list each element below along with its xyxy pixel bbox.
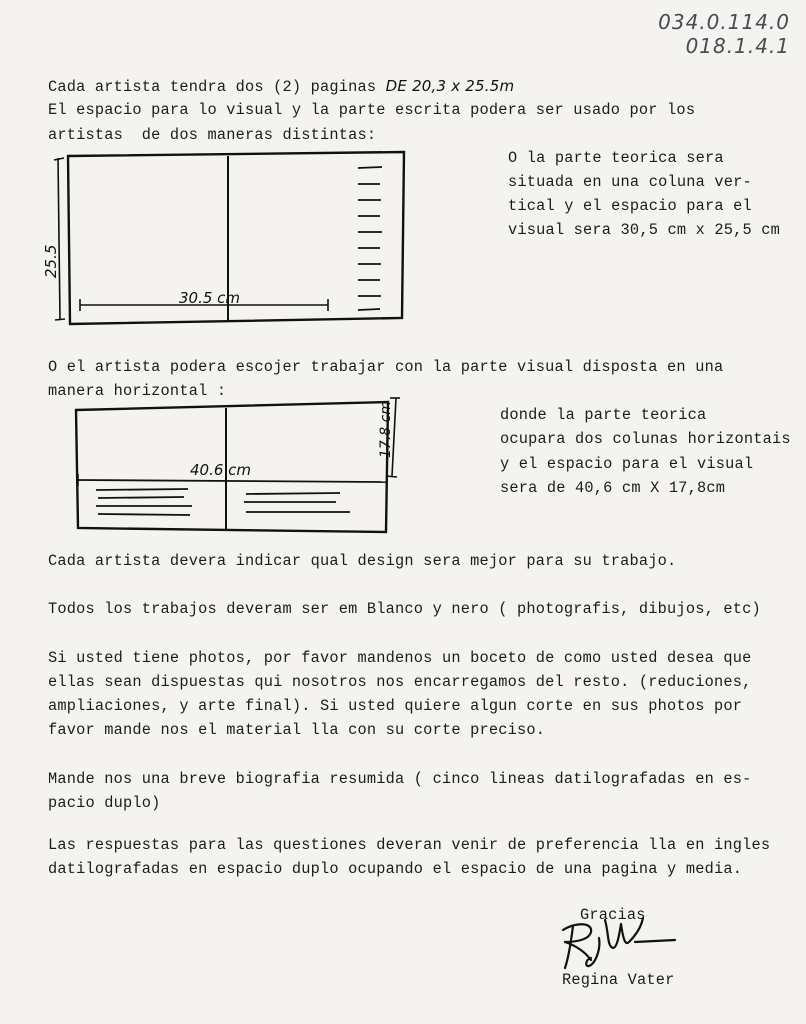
option2-intro-line-1: O el artista podera escojer trabajar con la parte visual disposta en una (48, 358, 724, 376)
handwritten-signature (555, 912, 685, 972)
option1-line-1: O la parte teorica sera (508, 149, 724, 167)
intro-line-2: El espacio para lo visual y la parte escrita podera ser usado por los (48, 101, 696, 119)
intro-line-1 (48, 74, 514, 99)
intro-handwritten-size: DE 20,3 x 25.5m (385, 77, 515, 95)
horizontal-sketch-width-label: 40.6 cm (190, 461, 252, 479)
archive-reference-2: 018.1.4.1 (685, 34, 790, 58)
option2-line-4: sera de 40,6 cm X 17,8cm (500, 479, 726, 497)
option2-line-3: y el espacio para el visual (500, 455, 754, 473)
vertical-sketch-height-label: 25.5 (42, 244, 60, 278)
answers-line-1: Las respuestas para las questiones deveran venir de preferencia lla en ingles (48, 836, 771, 854)
horizontal-layout-sketch (70, 392, 410, 540)
photos-line-4: favor mande nos el material lla con su corte preciso. (48, 721, 546, 739)
photos-line-2: ellas sean dispuestas qui nosotros nos encarregamos del resto. (reduciones, (48, 673, 752, 691)
color-paragraph: Todos los trabajos deveram ser em Blanco y nero ( photografis, dibujos, etc) (48, 600, 761, 618)
answers-line-2: datilografadas en espacio duplo ocupando el espacio de una pagina y media. (48, 860, 743, 878)
closing-name: Regina Vater (562, 971, 675, 989)
option1-line-4: visual sera 30,5 cm x 25,5 cm (508, 221, 781, 239)
horizontal-sketch-height-label: 17.8 cm (378, 401, 394, 458)
intro-typed: Cada artista tendra dos (2) paginas (48, 78, 386, 96)
option1-line-2: situada en una coluna ver- (508, 173, 752, 191)
option2-line-1: donde la parte teorica (500, 406, 707, 424)
option1-line-3: tical y el espacio para el (508, 197, 752, 215)
option2-intro-line-2: manera horizontal : (48, 382, 227, 400)
closing-thanks: Gracias (580, 906, 646, 924)
option2-line-2: ocupara dos colunas horizontais (500, 430, 791, 448)
intro-line-3: artistas de dos maneras distintas: (48, 126, 377, 144)
vertical-sketch-width-label: 30.5 cm (179, 289, 241, 307)
photos-line-1: Si usted tiene photos, por favor mandenos un boceto de como usted desea que (48, 649, 752, 667)
archive-reference-1: 034.0.114.0 (658, 10, 790, 34)
bio-line-2: pacio duplo) (48, 794, 161, 812)
vertical-layout-sketch (36, 148, 416, 333)
design-paragraph: Cada artista devera indicar qual design sera mejor para su trabajo. (48, 552, 677, 570)
bio-line-1: Mande nos una breve biografia resumida ( cinco lineas datilografadas en es- (48, 770, 752, 788)
photos-line-3: ampliaciones, y arte final). Si usted quiere algun corte en sus photos por (48, 697, 743, 715)
